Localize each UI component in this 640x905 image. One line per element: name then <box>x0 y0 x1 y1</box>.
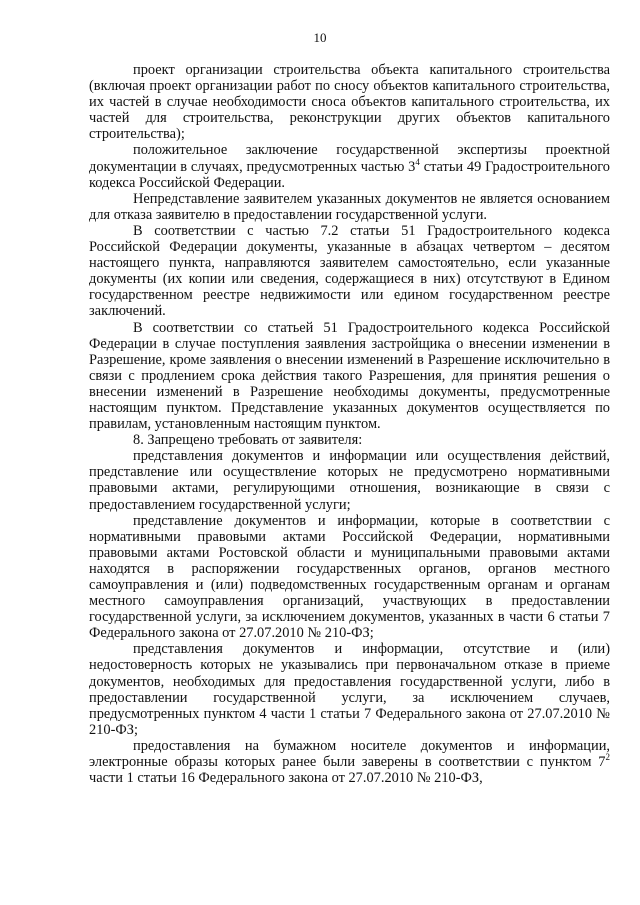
paragraph-text: В соответствии с частью 7.2 статьи 51 Градостроительного кодекса Российской Федерации документы, указанные в абзацах четвертом – десятом настоящего пункта, направляются заявителем самостоятельно, если указанные документы (их копии или сведения, содержащиеся в них) отсутствуют в Едином государственном реестре недвижимости или едином государственном реестре заключений. <box>89 222 610 320</box>
paragraph-text: проект организации строительства объекта капитального строительства (включая проект организации работ по сносу объектов капитального строительства, их частей в случае необходимости сноса объектов капитального строительства, их частей для строительства, реконструкции других объектов капитального строительства); <box>89 62 610 143</box>
paragraph-text: В соответствии со статьей 51 Градостроительного кодекса Российской Федерации в случае поступления заявления застройщика о внесении изменении в Разрешение, кроме заявления о внесении изменений в Разрешение исключительно в связи с продлением срока действия такого Разрешения, для принятия решения о внесении изменений в Разрешение необходимы документы, предусмотренные настоящим пунктом. Представление указанных документов осуществляется по правилам, установленным настоящим пунктом. <box>89 319 610 433</box>
paragraph-part-7-2 <box>89 223 610 320</box>
paragraph-expertise-conclusion <box>89 142 610 190</box>
paragraph-prohibition-3 <box>89 641 610 738</box>
paragraph-text: статьи 49 Градостроительного кодекса Российской Федерации. <box>89 158 610 191</box>
paragraph-text: Непредставление заявителем указанных документов не является основанием для отказа заявителю в предоставлении государственной услуги. <box>89 190 610 223</box>
paragraph-text: 8. Запрещено требовать от заявителя: <box>133 432 363 449</box>
superscript-part-number: 4 <box>415 156 420 167</box>
paragraph-project-organization <box>89 62 610 142</box>
paragraph-section-8-heading <box>89 432 610 448</box>
paragraph-text: представления документов и информации, отсутствие и (или) недостоверность которых не указывались при первоначальном отказе в приеме документов, необходимых для предоставления государственной услуги, либо в предоставлении государственной услуги, за исключением случаев, предусмотренных пунктом 4 части 1 статьи 7 Федерального закона от 27.07.2010 № 210-ФЗ; <box>89 641 610 738</box>
page-number: 10 <box>313 30 327 45</box>
paragraph-text: представление документов и информации, которые в соответствии с нормативными правовыми актами Российской Федерации, нормативными правовыми актами Ростовской области и муниципальными правовыми актами находятся в распоряжении государственных органов, органов местного самоуправления и (или) подведомственных государственным органам и органам местного самоуправления организаций, участвующих в предоставлении государственной услуги, за исключением документов, указанных в части 6 статьи 7 Федерального закона от 27.07.2010 № 210-ФЗ; <box>89 512 610 642</box>
document-body <box>89 62 610 786</box>
paragraph-prohibition-1 <box>89 448 610 512</box>
paragraph-text: предоставления на бумажном носителе документов и информации, электронные образы которых ранее были заверены в соответствии с пунктом 7 <box>89 737 610 771</box>
paragraph-text: представления документов и информации или осуществления действий, представление или осуществление которых не предусмотрено нормативными правовыми актами, регулирующими отношения, возникающие в связи с предоставлением государственной услуги; <box>89 448 610 513</box>
paragraph-nonsubmission-note <box>89 191 610 223</box>
paragraph-prohibition-2 <box>89 513 610 642</box>
paragraph-article-51 <box>89 320 610 433</box>
paragraph-prohibition-4 <box>89 738 610 786</box>
superscript-item-number: 2 <box>605 752 610 763</box>
paragraph-text: части 1 статьи 16 Федерального закона от 27.07.2010 № 210-ФЗ, <box>89 770 483 787</box>
paragraph-text: положительное заключение государственной экспертизы проектной документации в случаях, предусмотренных частью 3 <box>89 142 610 175</box>
